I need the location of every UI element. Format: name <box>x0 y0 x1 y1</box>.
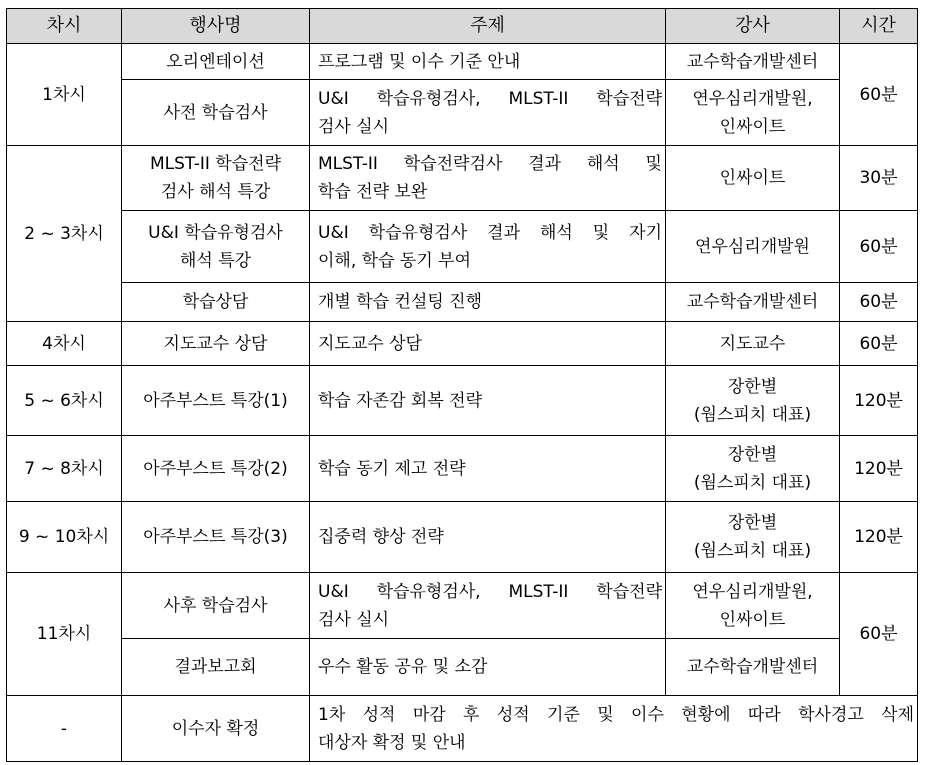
table-row <box>7 80 918 146</box>
time-cell: 60분 <box>840 322 918 366</box>
instructor-cell <box>666 436 840 502</box>
session-cell: 1차시 <box>7 44 122 146</box>
time-cell: 60분 <box>840 573 918 696</box>
topic-cell <box>310 696 918 762</box>
instructor-cell <box>666 366 840 436</box>
topic-cell: 프로그램 및 이수 기준 안내 <box>310 44 666 80</box>
session-cell: 11차시 <box>7 573 122 696</box>
event-line: U&I 학습유형검사 <box>148 222 283 243</box>
header-row <box>7 9 918 44</box>
table-row <box>7 322 918 366</box>
instructor-line: 인싸이트 <box>719 116 786 137</box>
event-cell: 이수자 확정 <box>122 696 310 762</box>
time-cell: 120분 <box>840 502 918 573</box>
time-cell: 60분 <box>840 211 918 283</box>
header-session: 차시 <box>7 9 122 44</box>
table-row <box>7 146 918 211</box>
instructor-line: (웜스피치 대표) <box>693 541 812 561</box>
instructor-line: 장한별 <box>727 376 778 397</box>
topic-cell: 학습 자존감 회복 전략 <box>310 366 666 436</box>
topic-line: 이해, 학습 동기 부여 <box>318 250 471 271</box>
event-cell: 결과보고회 <box>122 639 310 696</box>
topic-cell: 우수 활동 공유 및 소감 <box>310 639 666 696</box>
instructor-line: 장한별 <box>727 444 778 465</box>
topic-line: 검사 실시 <box>318 609 390 630</box>
table-row <box>7 502 918 573</box>
topic-cell <box>310 573 666 639</box>
topic-cell: 개별 학습 컨설팅 진행 <box>310 283 666 322</box>
instructor-cell: 연우심리개발원 <box>666 211 840 283</box>
table-row <box>7 211 918 283</box>
instructor-cell: 교수학습개발센터 <box>666 639 840 696</box>
instructor-line: 인싸이트 <box>719 609 786 630</box>
instructor-line: 장한별 <box>727 513 778 533</box>
topic-cell: 지도교수 상담 <box>310 322 666 366</box>
event-cell: 아주부스트 특강(3) <box>122 502 310 573</box>
event-line: MLST-II 학습전략 <box>149 154 281 174</box>
event-cell: 지도교수 상담 <box>122 322 310 366</box>
session-cell: 5 ~ 6차시 <box>7 366 122 436</box>
header-topic: 주제 <box>310 9 666 44</box>
instructor-cell: 인싸이트 <box>666 146 840 211</box>
table-row <box>7 436 918 502</box>
instructor-line: (웜스피치 대표) <box>693 404 812 425</box>
topic-line: MLST-II 학습전략검사 결과 해석 및 <box>318 154 662 174</box>
instructor-cell: 교수학습개발센터 <box>666 44 840 80</box>
schedule-table <box>6 8 918 762</box>
topic-line: U&I 학습유형검사, MLST-II 학습전략 <box>318 88 662 109</box>
instructor-cell <box>666 573 840 639</box>
header-time: 시간 <box>840 9 918 44</box>
time-cell: 60분 <box>840 44 918 146</box>
instructor-line: 연우심리개발원, <box>692 88 813 109</box>
topic-cell: 학습 동기 제고 전략 <box>310 436 666 502</box>
table-row <box>7 573 918 639</box>
session-cell: 7 ~ 8차시 <box>7 436 122 502</box>
header-instructor: 강사 <box>666 9 840 44</box>
table-row <box>7 283 918 322</box>
topic-line: U&I 학습유형검사 결과 해석 및 자기 <box>318 222 662 243</box>
topic-cell <box>310 211 666 283</box>
topic-line: 검사 실시 <box>318 116 390 137</box>
instructor-line: (웜스피치 대표) <box>693 472 812 493</box>
table-row <box>7 639 918 696</box>
topic-line: 학습 전략 보완 <box>318 182 428 202</box>
session-cell: 4차시 <box>7 322 122 366</box>
table-row <box>7 44 918 80</box>
event-cell: 아주부스트 특강(2) <box>122 436 310 502</box>
event-cell: 오리엔테이션 <box>122 44 310 80</box>
header-event: 행사명 <box>122 9 310 44</box>
instructor-cell <box>666 502 840 573</box>
topic-cell <box>310 80 666 146</box>
topic-cell <box>310 146 666 211</box>
time-cell: 60분 <box>840 283 918 322</box>
instructor-cell: 지도교수 <box>666 322 840 366</box>
event-line: 해석 특강 <box>179 250 252 271</box>
topic-line: U&I 학습유형검사, MLST-II 학습전략 <box>318 581 662 602</box>
topic-line: 대상자 확정 및 안내 <box>318 732 466 753</box>
table-row <box>7 366 918 436</box>
session-cell: - <box>7 696 122 762</box>
table-row <box>7 696 918 762</box>
instructor-cell: 교수학습개발센터 <box>666 283 840 322</box>
topic-cell: 집중력 향상 전략 <box>310 502 666 573</box>
time-cell: 120분 <box>840 366 918 436</box>
instructor-cell <box>666 80 840 146</box>
session-cell: 2 ~ 3차시 <box>7 146 122 322</box>
event-line: 검사 해석 특강 <box>160 182 271 202</box>
event-cell: 사후 학습검사 <box>122 573 310 639</box>
session-cell: 9 ~ 10차시 <box>7 502 122 573</box>
instructor-line: 연우심리개발원, <box>692 581 813 602</box>
event-cell: 학습상담 <box>122 283 310 322</box>
event-cell: 사전 학습검사 <box>122 80 310 146</box>
event-cell <box>122 146 310 211</box>
time-cell: 120분 <box>840 436 918 502</box>
time-cell: 30분 <box>840 146 918 211</box>
topic-line: 1차 성적 마감 후 성적 기준 및 이수 현황에 따라 학사경고 삭제 <box>318 704 914 725</box>
event-cell: 아주부스트 특강(1) <box>122 366 310 436</box>
event-cell <box>122 211 310 283</box>
